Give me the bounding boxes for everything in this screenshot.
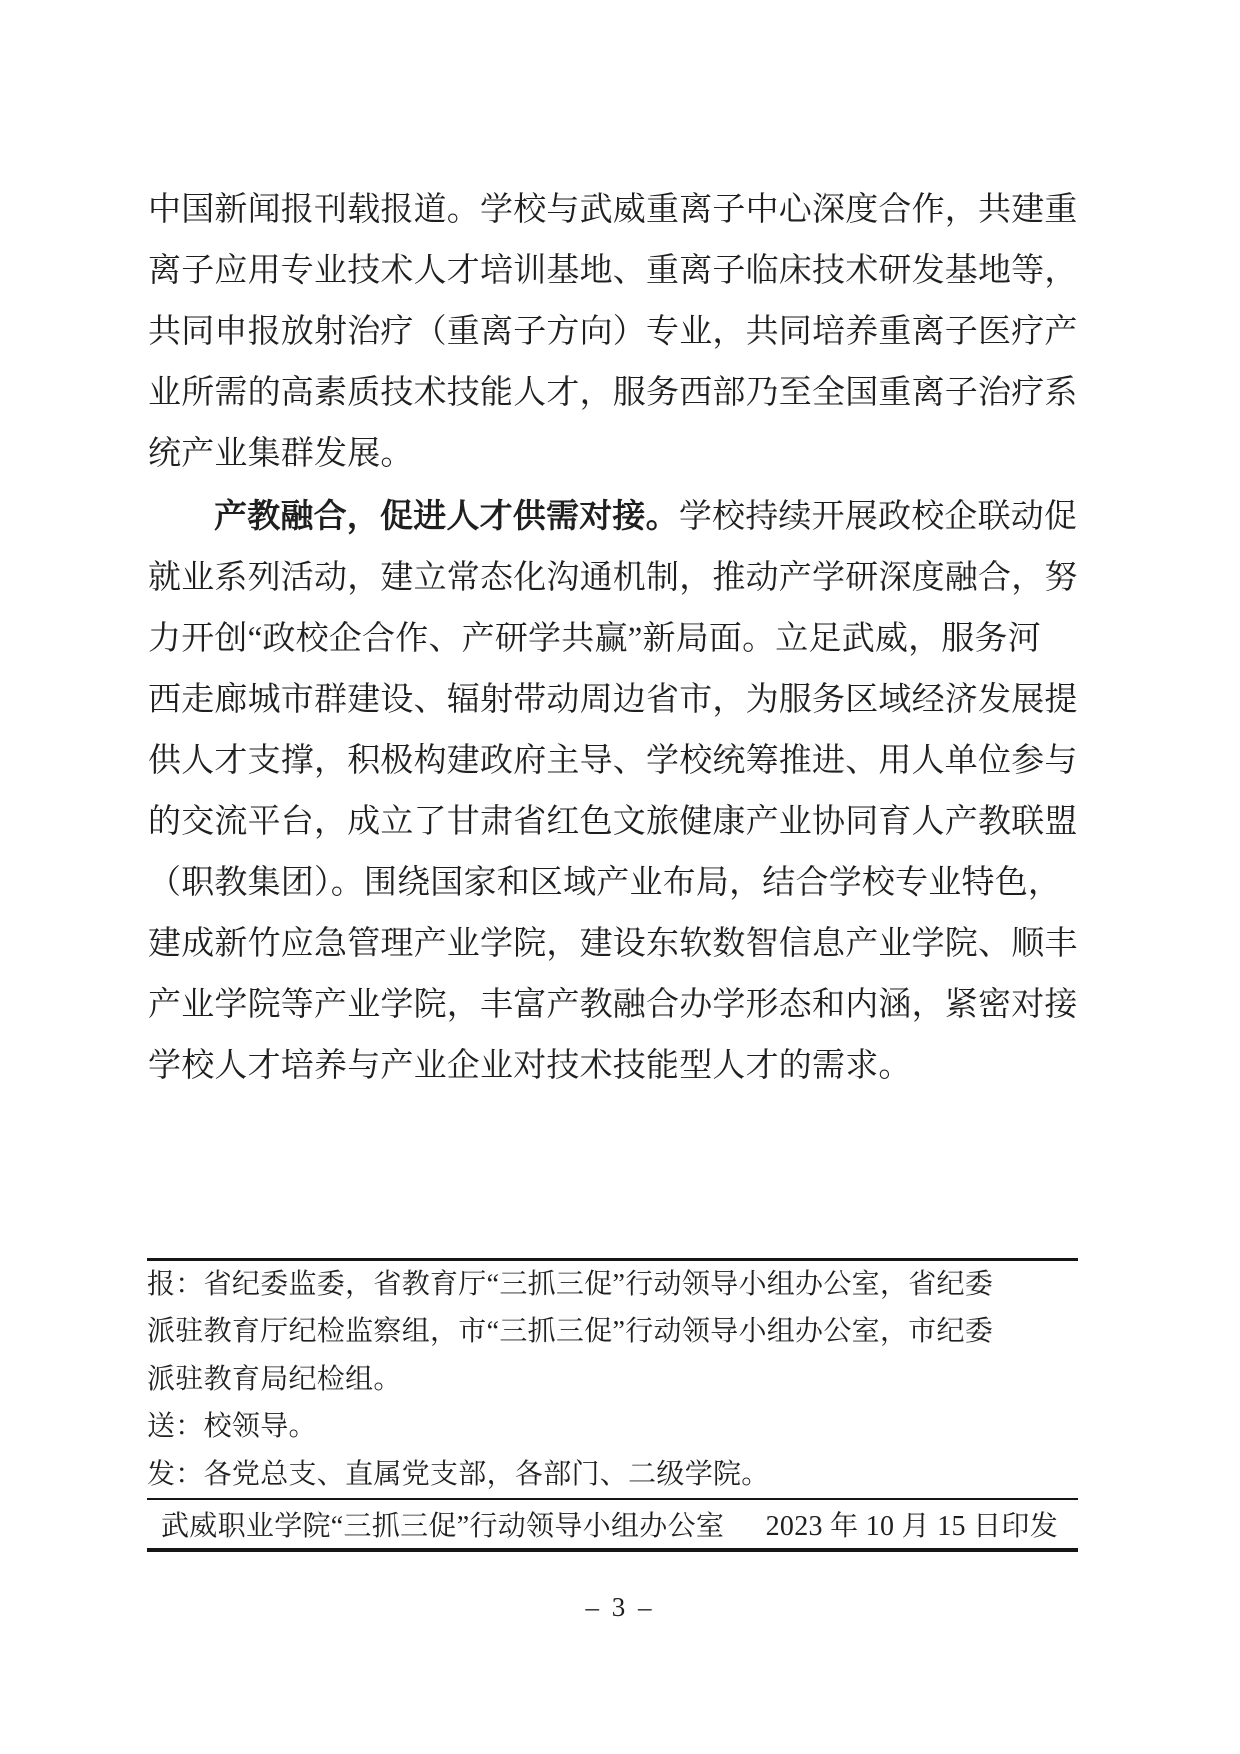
document-body [148, 180, 1080, 1097]
body-line: 产业学院等产业学院，丰富产教融合办学形态和内涵，紧密对接 [148, 987, 1078, 1023]
page-number: – 3 – [585, 1592, 655, 1622]
body-line: 建成新竹应急管理产业学院，建设东软数智信息产业学院、顺丰 [148, 926, 1078, 962]
colophon-distribution [147, 1261, 1078, 1498]
body-line: 就业系列活动，建立常态化沟通机制，推动产学研深度融合，努 [148, 560, 1078, 596]
issuer-office: 武威职业学院“三抓三促”行动领导小组办公室 [161, 1511, 725, 1543]
body-line: 离子应用专业技术人才培训基地、重离子临床技术研发基地等， [148, 253, 1078, 289]
issuer-row [147, 1500, 1078, 1548]
body-line: 西走廊城市群建设、辐射带动周边省市，为服务区域经济发展提 [148, 682, 1078, 718]
body-line: 业所需的高素质技术技能人才，服务西部乃至全国重离子治疗系 [148, 375, 1078, 411]
report-line: 派驻教育局纪检组。 [147, 1363, 402, 1395]
paragraph-lead-rest: 学校持续开展政校企联动促 [678, 499, 1078, 535]
print-date: 2023 年 10 月 15 日印发 [765, 1511, 1058, 1543]
send-line: 送：校领导。 [147, 1411, 317, 1443]
paragraph-lead-bold: 产教融合，促进人才供需对接。 [214, 497, 679, 534]
body-line-paragraph-start [148, 485, 1080, 548]
body-line: 的交流平台，成立了甘肃省红色文旅健康产业协同育人产教联盟 [148, 804, 1078, 840]
body-line: （职教集团）。围绕国家和区域产业布局，结合学校专业特色， [148, 865, 1062, 901]
body-line: 力开创“政校企合作、产研学共赢”新局面。立足武威，服务河 [148, 621, 1041, 657]
body-line: 统产业集群发展。 [148, 436, 414, 472]
colophon-bottom-rule [147, 1548, 1078, 1552]
body-line: 中国新闻报刊载报道。学校与武威重离子中心深度合作，共建重 [148, 192, 1078, 228]
body-line: 供人才支撑，积极构建政府主导、学校统筹推进、用人单位参与 [148, 743, 1078, 779]
body-line: 共同申报放射治疗（重离子方向）专业，共同培养重离子医疗产 [148, 314, 1078, 350]
colophon [147, 1258, 1078, 1552]
issue-line: 发：各党总支、直属党支部，各部门、二级学院。 [147, 1458, 770, 1490]
report-line: 派驻教育厅纪检监察组，市“三抓三促”行动领导小组办公室，市纪委 [147, 1316, 994, 1348]
report-line: 报：省纪委监委，省教育厅“三抓三促”行动领导小组办公室，省纪委 [147, 1269, 994, 1300]
body-line: 学校人才培养与产业企业对技术技能型人才的需求。 [148, 1048, 912, 1084]
